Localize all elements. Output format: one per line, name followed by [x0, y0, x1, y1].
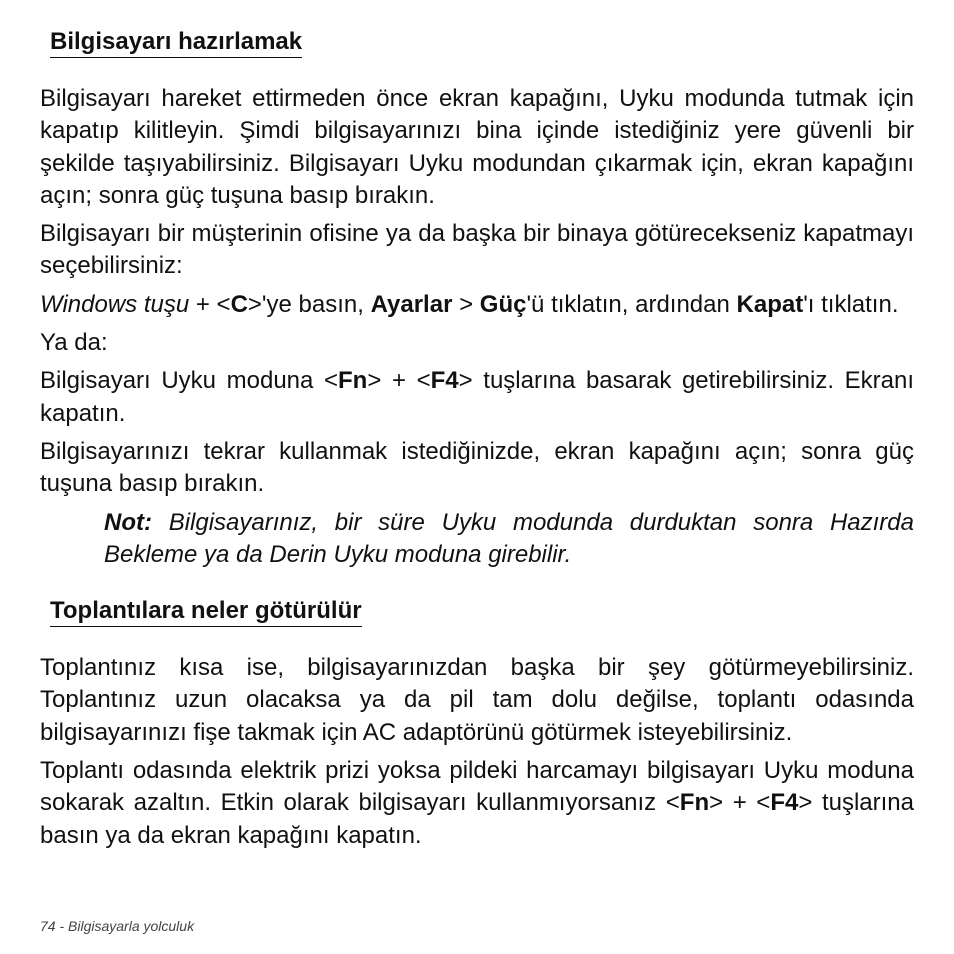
paragraph-sleep-keys — [40, 365, 914, 430]
section-heading-meetings: Toplantılara neler götürülür — [50, 597, 362, 627]
section-heading-wrap — [40, 28, 914, 58]
text-fragment: > — [452, 290, 480, 318]
paragraph-move-sleep: Bilgisayarı hareket ettirmeden önce ekran kapağını, Uyku modunda tutmak için kapatıp kilitleyin. Şimdi bilgisayarınızı bina içinde istediğiniz yere güvenli bir şekilde taşıyabilirsiniz. Bilgisayarı Uyku modundan çıkarmak için, ekran kapağını açın; sonra güç tuşuna basıp bırakın. — [40, 85, 914, 209]
text-fragment: + < — [189, 290, 231, 318]
note-label: Not: — [104, 508, 152, 536]
shutdown-label: Kapat — [736, 290, 804, 318]
note-text: Bilgisayarınız, bir süre Uyku modunda durduktan sonra Hazırda Bekleme ya da Derin Uyku moduna girebilir. — [104, 508, 914, 568]
section-heading-wrap — [40, 597, 914, 627]
power-label: Güç — [479, 290, 527, 318]
key-fn: Fn — [679, 789, 710, 817]
paragraph-shutdown-steps — [40, 289, 914, 321]
key-f4: F4 — [770, 789, 799, 817]
key-f4: F4 — [430, 367, 459, 395]
paragraph-meeting-short: Toplantınız kısa ise, bilgisayarınızdan başka bir şey götürmeyebilirsiniz. Toplantınız uzun olacaksa ya da pil tam dolu değilse, toplantı odasında bilgisayarınızı fişe takmak için AC adaptörünü götürmek isteyebilirsiniz. — [40, 654, 914, 746]
settings-label: Ayarlar — [370, 290, 453, 318]
note-paragraph — [104, 507, 914, 572]
paragraph-shutdown-choice: Bilgisayarı bir müşterinin ofisine ya da başka bir binaya götürecekseniz kapatmayı seçebilirsiniz: — [40, 220, 914, 280]
text-fragment: 'ü tıklatın, ardından — [526, 290, 737, 318]
paragraph-or: Ya da: — [40, 329, 108, 357]
windows-key-text: Windows tuşu — [40, 290, 190, 318]
key-c: C — [230, 290, 248, 318]
page-footer: 74 - Bilgisayarla yolculuk — [40, 918, 195, 934]
text-fragment: Bilgisayarı Uyku moduna < — [40, 367, 338, 395]
text-fragment: > tuşlarına basın ya da ekran kapağını kapatın. — [40, 789, 914, 849]
text-fragment: > + < — [709, 789, 771, 817]
paragraph-wake: Bilgisayarınızı tekrar kullanmak istediğinizde, ekran kapağını açın; sonra güç tuşuna basıp bırakın. — [40, 437, 914, 498]
section-heading-preparing: Bilgisayarı hazırlamak — [50, 28, 302, 58]
paragraph-meeting-power — [40, 755, 914, 852]
text-fragment: > tuşlarına basarak getirebilirsiniz. Ekranı kapatın. — [40, 367, 914, 427]
text-fragment: >'ye basın, — [247, 290, 371, 318]
text-fragment: 'ı tıklatın. — [803, 290, 899, 318]
text-fragment: Toplantı odasında elektrik prizi yoksa pildeki harcamayı bilgisayarı Uyku moduna sokarak azaltın. Etkin olarak bilgisayarı kullanmıyorsanız < — [40, 757, 914, 817]
text-fragment: > + < — [367, 367, 431, 395]
document-page — [40, 28, 914, 852]
key-fn: Fn — [338, 367, 368, 395]
